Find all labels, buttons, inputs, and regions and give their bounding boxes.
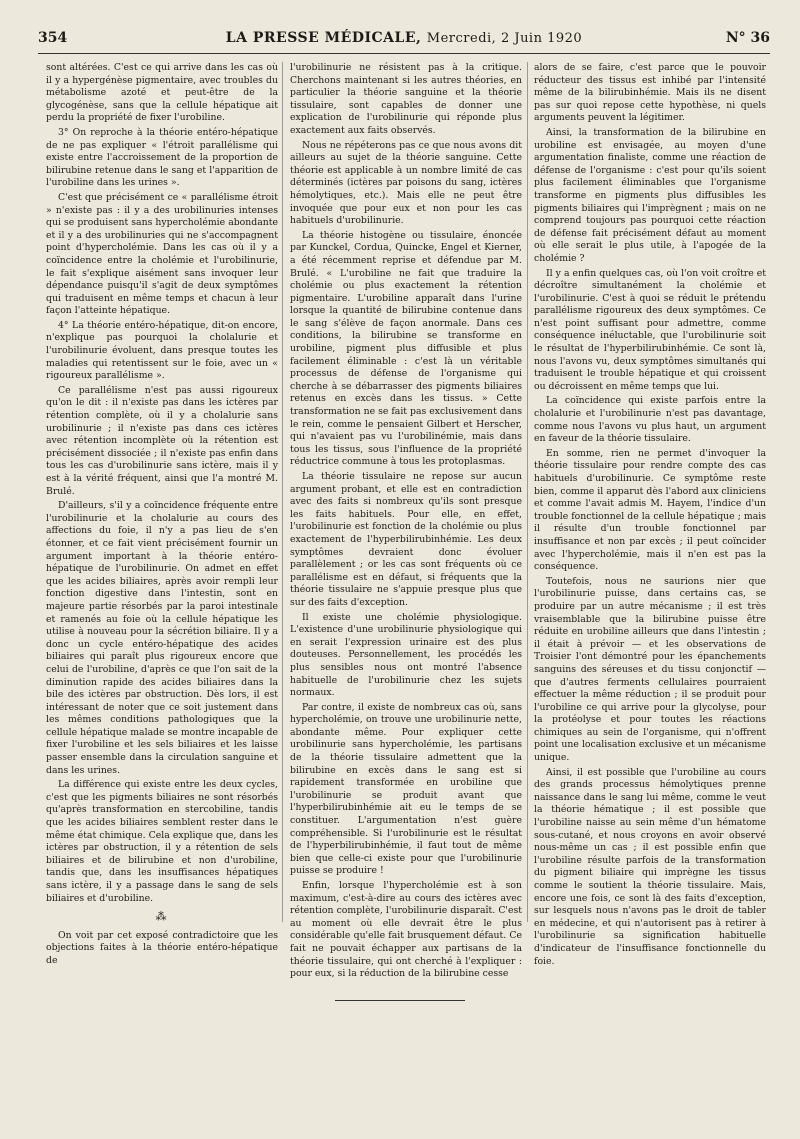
paragraph: La théorie histogène ou tissulaire, énoncée par Kunckel, Cordua, Quincke, Engel et Kierner, a été récemment reprise et défendue par M. Brulé. « L'urobiline ne fait que traduire la cholémie ou plus exactement la rétention pigmentaire. L'urobiline apparaît dans l'urine lorsque la quantité de bilirubine contenue dans le sang s'élève de façon anormale. Dans ces conditions, la bilirubine se transforme en urobiline, pigment plus diffusible et plus facilement éliminable : c'est là un véritable processus de défense de l'organisme qui cherche à se débarrasser des pigments biliaires retenus en excès dans les tissus. » Cette transformation ne se fait pas exclusivement dans le rein, comme le pensaient Gilbert et Herscher, qui n'avaient pas vu l'urobilinémie, mais dans tous les tissus, sous l'influence de la propriété réductrice commune à tous les protoplasmas. — [290, 229, 522, 468]
paragraph: On voit par cet exposé contradictoire que les objections faites à la théorie entéro-hépatique de — [46, 929, 278, 966]
issue-number: N° 36 — [725, 30, 770, 46]
paragraph: En somme, rien ne permet d'invoquer la théorie tissulaire pour rendre compte des cas habituels d'urobilinurie. Ce symptôme reste bien, comme il apparut dès l'abord aux cliniciens et comme l'avait admis M. Hayem, l'indice d'un trouble fonctionnel de la cellule hépatique ; mais il résulte d'un trouble fonctionnel par insuffisance et non par excès ; il peut coïncider avec l'hypercholémie, mais il n'en est pas la conséquence. — [534, 447, 766, 573]
journal-title-line — [38, 30, 770, 46]
paragraph: La théorie tissulaire ne repose sur aucun argument probant, et elle est en contradiction avec des faits si nombreux qu'ils sont presque les faits habituels. Pour elle, en effet, l'urobilinurie est fonction de la cholémie ou plus exactement de l'hyperbilirubinhémie. Les deux symptômes devraient donc évoluer parallèlement ; or les cas sont fréquents où ce parallélisme est en défaut, si fréquents que la théorie tissulaire ne s'appuie presque plus que sur des faits d'exception. — [290, 471, 522, 608]
paragraph: La différence qui existe entre les deux cycles, c'est que les pigments biliaires ne sont résorbés qu'après transformation en stercobiline, tandis que les acides biliaires semblent rester dans le même état chimique. Cela explique que, dans les ictères par obstruction, il y a rétention de sels biliaires et de bilirubine et non d'urobiline, tandis que, dans les insuffisances hépatiques sans ictère, il y a passage dans le sang de sels biliaires et d'urobiline. — [46, 779, 278, 904]
column-1 — [46, 62, 278, 966]
paragraph: alors de se faire, c'est parce que le pouvoir réducteur des tissus est inhibé par l'intensité même de la bilirubinhémie. Mais ils ne disent pas sur quoi repose cette hypothèse, ni quels arguments peuvent la légitimer. — [534, 62, 766, 124]
page-header — [38, 27, 770, 53]
column-2 — [290, 62, 522, 980]
paragraph: Par contre, il existe de nombreux cas où, sans hypercholémie, on trouve une urobilinurie nette, abondante même. Pour expliquer cette urobilinurie sans hypercholémie, les partisans de la théorie tissulaire admettent que la bilirubine en excès dans le sang est si rapidement transformée en urobiline que l'urobilinurie se produit avant que l'hyperbilirubinhémie ait eu le temps de se constituer. L'argumentation n'est guère compréhensible. Si l'urobilinurie est le résultat de l'hyperbilirubinhémie, il faut tout de même bien que celle-ci existe pour que l'urobilinurie puisse se produire ! — [290, 701, 522, 877]
paragraph: sont altérées. C'est ce qui arrive dans les cas où il y a hypergénèse pigmentaire, avec troubles du métabolisme azoté et peut-être de la glycogénèse, sans que la cellule hépatique ait perdu la propriété de fixer l'urobiline. — [46, 62, 278, 124]
paragraph: Enfin, lorsque l'hypercholémie est à son maximum, c'est-à-dire au cours des ictères avec rétention complète, l'urobilinurie disparaît. C'est au moment où elle devrait être le plus considérable qu'elle fait brusquement défaut. Ce fait ne pouvait échapper aux partisans de la théorie tissulaire, qui ont cherché à l'expliquer : pour eux, si la réduction de la bilirubine cesse — [290, 880, 522, 980]
paragraph: Ainsi, il est possible que l'urobiline au cours des grands processus hémolytiques prenne naissance dans le sang lui même, comme le veut la théorie hématique ; il est possible que l'urobiline naisse au sein même d'un hématome sous-cutané, et nous croyons en avoir observé nous-même un cas ; il est possible enfin que l'urobiline résulte parfois de la transformation du pigment biliaire qui imprègne les tissus comme le soutient la théorie tissulaire. Mais, encore une fois, ce sont là des faits d'exception, sur lesquels nous n'avons pas le droit de tabler en médecine, et qui n'autorisent pas à retirer à l'urobilinurie sa signification habituelle d'indicateur de l'insuffisance fonctionnelle du foie. — [534, 766, 766, 967]
column-divider — [282, 62, 283, 922]
journal-name: LA PRESSE MÉDICALE, — [225, 30, 422, 46]
column-divider — [527, 62, 528, 922]
paragraph: La coïncidence qui existe parfois entre la cholalurie et l'urobilinurie n'est pas davantage, comme nous l'avons vu plus haut, un argument en faveur de la théorie tissulaire. — [534, 395, 766, 445]
paragraph: Il existe une cholémie physiologique. L'existence d'une urobilinurie physiologique qui en serait l'expression urinaire est des plus douteuses. Personnellement, les procédés les plus sensibles nous ont montré l'absence habituelle de l'urobilinurie chez les sujets normaux. — [290, 611, 522, 699]
footer-rule — [335, 1000, 465, 1001]
page-number: 354 — [38, 30, 68, 46]
paragraph: 3° On reproche à la théorie entéro-hépatique de ne pas expliquer « l'étroit parallélisme qui existe entre l'accroissement de la proportion de bilirubine retenue dans le sang et l'apparition de l'urobiline dans les urines ». — [46, 126, 278, 189]
paragraph: Nous ne répéterons pas ce que nous avons dit ailleurs au sujet de la théorie sanguine. Cette théorie est applicable à un nombre limité de cas déterminés (ictères par poisons du sang, ictères hémolytiques, etc.). Mais elle ne peut être invoquée que pour eux et non pour les cas habituels d'urobilinurie. — [290, 139, 522, 227]
paragraph: Ainsi, la transformation de la bilirubine en urobiline est envisagée, au moyen d'une argumentation finaliste, comme une réaction de défense de l'organisme : c'est pour qu'ils soient plus facilement éliminables que l'organisme transforme en pigments plus diffusibles les pigments biliaires qui l'imprègnent ; mais on ne comprend toujours pas pourquoi cette réaction de défense fait précisément défaut au moment où elle serait le plus utile, à l'apogée de la cholémie ? — [534, 126, 766, 264]
header-rule — [38, 53, 770, 54]
paragraph: l'urobilinurie ne résistent pas à la critique. Cherchons maintenant si les autres théories, en particulier la théorie sanguine et la théorie tissulaire, sont capables de donner une explication de l'urobilinurie qui réponde plus exactement aux faits observés. — [290, 62, 522, 136]
paragraph: C'est que précisément ce « parallélisme étroit » n'existe pas : il y a des urobilinuries intenses qui se produisent sans hypercholémie abondante et il y a des urobilinuries qui ne s'accompagnent point d'hypercholémie. Dans les cas où il y a coïncidence entre la cholémie et l'urobilinurie, le fait s'explique aisément sans invoquer leur dépendance puisqu'il s'agit de deux symptômes qui traduisent en même temps et chacun à leur façon l'atteinte hépatique. — [46, 191, 278, 317]
paragraph: 4° La théorie entéro-hépatique, dit-on encore, n'explique pas pourquoi la cholalurie et l'urobilinurie évoluent, dans presque toutes les maladies qui retentissent sur le foie, avec un « rigoureux parallélisme ». — [46, 319, 278, 382]
paragraph: Il y a enfin quelques cas, où l'on voit croître et décroître simultanément la cholémie et l'urobilinurie. C'est à quoi se réduit le prétendu parallélisme rigoureux des deux symptômes. Ce n'est point suffisant pour admettre, comme conséquence inéluctable, que l'urobilinurie soit le résultat de l'hyperbilirubinhémie. Ce sont là, nous l'avons vu, deux symptômes simultanés qui traduisent le trouble hépatique et qui croissent ou décroissent en même temps que lui. — [534, 267, 766, 392]
paragraph: D'ailleurs, s'il y a coïncidence fréquente entre l'urobilinurie et la cholalurie au cours des affections du foie, il n'y a pas lieu de s'en étonner, et ce fait vient précisément fournir un argument important à la théorie entéro-hépatique de l'urobilinurie. On admet en effet que les acides biliaires, après avoir rempli leur fonction digestive dans l'intestin, sont en majeure partie résorbés par la paroi intestinale et ramenés au foie où la cellule hépatique les utilise à nouveau pour la sécrétion biliaire. Il y a donc un cycle entéro-hépatique des acides biliaires qui paraît plus rigoureux encore que celui de l'urobiline, d'après ce que l'on sait de la diminution rapide des acides biliaires dans la bile des ictères par obstruction. Dès lors, il est intéressant de noter que ce soit justement dans les mêmes conditions pathologiques que la cellule hépatique malade se montre incapable de fixer l'urobiline et les sels biliaires et les laisse passer ensemble dans la circulation sanguine et dans les urines. — [46, 500, 278, 776]
column-3 — [534, 62, 766, 967]
issue-date: Mercredi, 2 Juin 1920 — [426, 31, 583, 46]
paragraph: Toutefois, nous ne saurions nier que l'urobilinurie puisse, dans certains cas, se produire par un autre mécanisme ; il est très vraisemblable que la bilirubine puisse être réduite en urobiline ailleurs que dans l'intestin ; il était à prévoir — et les observations de Troisier l'ont démontré pour les épanchements sanguins des séreuses et du tissu conjonctif — que d'autres ferments cellulaires pourraient effectuer la même réduction ; il se produit pour l'urobiline ce qui arrive pour la glycolyse, pour la protéolyse et pour toutes les réactions chimiques au sein de l'organisme, qui n'offrent point une localisation exclusive et un mécanisme unique. — [534, 575, 766, 764]
paragraph: Ce parallélisme n'est pas aussi rigoureux qu'on le dit : il n'existe pas dans les ictères par rétention complète, où il y a cholalurie sans urobilinurie ; il n'existe pas dans ces ictères avec rétention incomplète où la rétention est précisément dissociée ; il n'existe pas enfin dans tous les cas d'urobilinurie sans ictère, mais il y est à la vérité fréquent, ainsi que l'a montré M. Brulé. — [46, 384, 278, 497]
section-asterism: ⁂ — [155, 910, 169, 924]
